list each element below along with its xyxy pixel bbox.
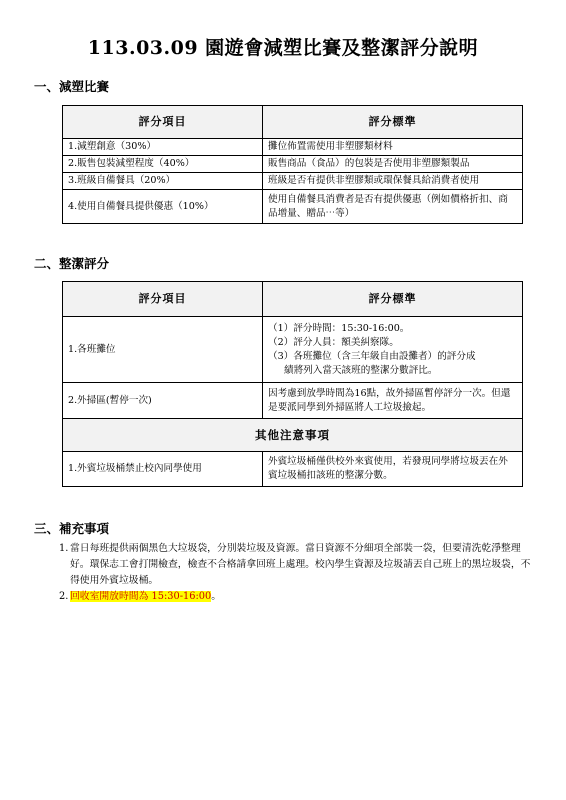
row-criteria: 班級是否有提供非塑膠類或環保餐具給消費者使用 [263,173,523,190]
criteria-continuation: 績將列入當天該班的整潔分數評比。 [284,364,438,376]
row-criteria [263,317,523,383]
supplement-list [59,541,538,605]
criteria-line [268,336,517,350]
row-criteria: 使用自備餐具消費者是否有提供優惠（例如價格折扣、商品增量、贈品⋯等） [263,190,523,224]
section2-heading: 二、整潔評分 [34,256,110,271]
row-item: 4.使用自備餐具提供優惠（10%） [63,190,263,224]
table-row [63,383,523,419]
row-item: 1.外賓垃圾桶禁止校內同學使用 [63,452,263,487]
list-item-number: 2. [59,591,69,602]
criteria-text: （1）評分時間：15:30-16:00。 [268,322,410,334]
table-row [63,156,523,173]
col-header-item: 評分項目 [63,106,263,139]
row-item: 1.各班攤位 [63,317,263,383]
row-criteria: 販售商品（食品）的包裝是否使用非塑膠類製品 [263,156,523,173]
criteria-line [268,350,517,378]
list-item [59,589,538,605]
section1-heading: 一、減塑比賽 [34,79,110,94]
plastic-reduction-table [62,105,523,224]
other-notes-heading: 其他注意事項 [63,419,523,452]
highlighted-text: 回收室開放時間為 15:30-16:00 [70,591,212,602]
section3-heading: 三、補充事項 [34,521,110,536]
cleanliness-table [62,281,523,487]
table-row [63,173,523,190]
list-item-number: 1. [59,543,69,554]
criteria-text: （2）評分人員：額美糾察隊。 [268,336,399,348]
col-header-criteria: 評分標準 [263,282,523,317]
row-criteria: 外賓垃圾桶僅供校外來賓使用，若發現同學將垃圾丟在外賓垃圾桶扣該班的整潔分數。 [263,452,523,487]
criteria-list [268,322,517,378]
row-item: 1.減塑創意（30%） [63,139,263,156]
row-criteria: 攤位佈置需使用非塑膠類材料 [263,139,523,156]
col-header-item: 評分項目 [63,282,263,317]
row-item: 2.販售包裝減塑程度（40%） [63,156,263,173]
list-item-text: 當日每班提供兩個黑色大垃圾袋，分別裝垃圾及資源。當日資源不分細項全部裝一袋，但要清洗乾淨整理好。環保志工會打開檢查，檢查不合格請拿回班上處理。校內學生資源及垃圾請丟自己班上的黑垃圾袋，不得使用外賓垃圾桶。 [70,543,531,586]
table-row [63,139,523,156]
col-header-criteria: 評分標準 [263,106,523,139]
row-item: 2.外掃區(暫停一次) [63,383,263,419]
table-row [63,190,523,224]
page-title: 113.03.09 園遊會減塑比賽及整潔評分說明 [87,37,479,59]
row-item: 3.班級自備餐具（20%） [63,173,263,190]
table-row [63,452,523,487]
list-item [59,541,538,589]
criteria-text: （3）各班攤位（含三年級自由設攤者）的評分成 [268,350,476,362]
row-criteria: 因考慮到放學時間為16點，故外掃區暫停評分一次。但還是要派同學到外掃區將人工垃圾撿起。 [263,383,523,419]
list-item-tail: 。 [211,591,222,602]
criteria-line [268,322,517,336]
table-row [63,317,523,383]
